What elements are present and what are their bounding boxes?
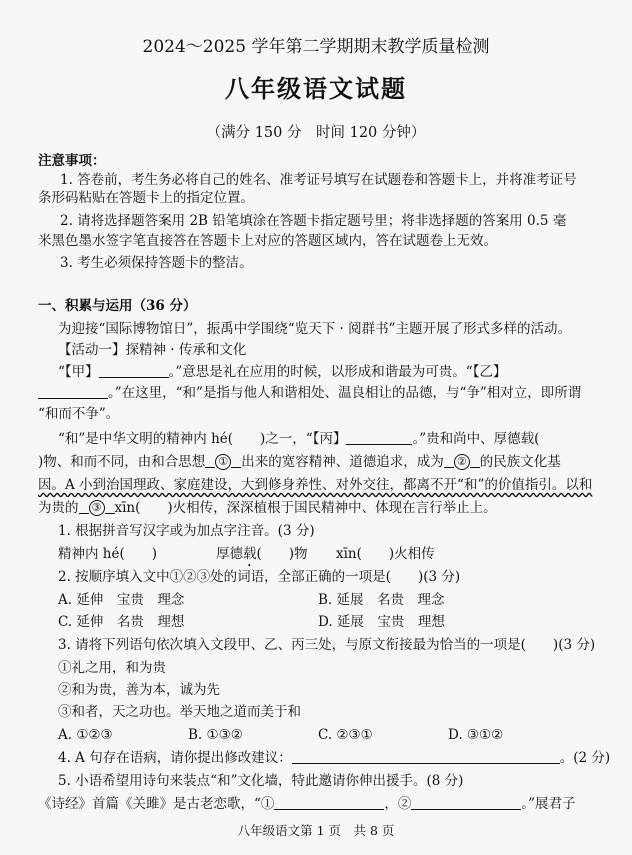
q3-stem: 3. 请将下列语句依次填入文段甲、乙、丙三处，与原文衔接最为恰当的一项是( )(3 分) — [58, 637, 596, 653]
note-1a: 1. 答卷前，考生务必将自己的姓名、准考证号填写在试题卷和答题卡上，并将准考证号 — [60, 172, 577, 188]
passage-line-6 — [38, 476, 592, 494]
passage-line-7: 为贵的 ③ xīn( )火相传，深深植根于国民精神中、体现在言行举止上。 — [38, 500, 497, 516]
score-time: （满分 150 分 时间 120 分钟） — [206, 125, 426, 141]
q1-item-b: 厚德载( )物 — [216, 546, 308, 562]
blank-1-marker: ① — [215, 454, 231, 470]
passage-line-2: 。”在这里，“和”是指与他人和谐相处、温良相让的品德，与“争”相对立，即所谓 — [38, 384, 581, 402]
q2-option-a: A. 延伸 宝贵 理念 — [58, 592, 185, 608]
blank-bing[interactable] — [346, 444, 412, 445]
page-title: 八年级语文试题 — [225, 74, 407, 103]
q2-option-c: C. 延伸 名贵 理想 — [58, 614, 185, 630]
q4-line: 4. A 句存在语病，请你提出修改建议： 。(2 分) — [58, 750, 611, 766]
note-2a: 2. 请将选择题答案用 2B 铅笔填涂在答题卡指定题号里；将非选择题的答案用 0.5 毫 — [60, 213, 567, 229]
blank-2-marker: ② — [454, 454, 470, 470]
sentence-a: 因。A 小到治国理政、家庭建设，大到修身养性、对外交往，都离不开“和”的价值指引。以和 — [38, 477, 593, 493]
exam-name: 2024～2025 学年第二学期期末教学质量检测 — [142, 37, 490, 57]
section-intro: 为迎接“国际博物馆日”，振禹中学围绕“览天下 · 阅群书”主题开展了形式多样的活动。 — [58, 321, 571, 337]
blank-3-marker: ③ — [89, 500, 105, 516]
note-2b: 米黑色墨水签字笔直接答在答题卡上对应的答题区域内，答在试题卷上无效。 — [38, 233, 497, 249]
q3-option-d: D. ③①② — [448, 727, 504, 743]
q3-sentence-1: ①礼之用，和为贵 — [58, 660, 166, 676]
blank-jia[interactable] — [99, 377, 169, 378]
activity-title: 【活动一】探精神 · 传承和文化 — [58, 342, 247, 358]
q3-sentence-2: ②和为贵，善为本，诚为先 — [58, 682, 220, 698]
q3-option-b: B. ①③② — [188, 727, 243, 743]
blank-yi[interactable] — [38, 398, 108, 399]
q5-stem: 5. 小语希望用诗句来装点“和”文化墙，特此邀请你伸出援手。(8 分) — [58, 773, 464, 789]
q3-option-c: C. ②③① — [318, 727, 373, 743]
passage-line-3: “和而不争”。 — [38, 406, 120, 422]
q3-sentence-3: ③和者，天之功也。举天地之道而美于和 — [58, 704, 301, 720]
page-footer: 八年级语文第 1 页 共 8 页 — [237, 823, 395, 838]
passage-line-1: “【甲】 。”意思是礼在应用的时候，以形成和谐最为可贵。“【乙】 — [58, 364, 507, 380]
q1-item-c: xīn( )火相传 — [336, 546, 435, 562]
q1-item-a: 精神内 hé( ) — [58, 546, 158, 562]
q5-blank-1[interactable] — [274, 809, 384, 810]
notes-heading: 注意事项： — [38, 153, 106, 169]
q4-answer-blank[interactable] — [292, 763, 560, 764]
dotted-char: 载 — [243, 546, 257, 562]
q5-blank-2[interactable] — [411, 809, 521, 810]
note-3: 3. 考生必须保持答题卡的整洁。 — [60, 255, 253, 271]
q1-stem: 1. 根据拼音写汉字或为加点字注音。(3 分) — [58, 523, 315, 539]
q5-line: 《诗经》首篇《关雎》是古老恋歌，“① ，② 。”展君子 — [38, 796, 576, 812]
passage-line-5: )物、和而不同，由和合思想 ① 出来的宽容精神、道德追求，成为 ② 的民族文化基 — [38, 454, 561, 470]
section-heading: 一、积累与运用（36 分） — [38, 298, 197, 314]
q2-stem: 2. 按顺序填入文中①②③处的词语，全部正确的一项是( )(3 分) — [58, 569, 461, 585]
q3-option-a: A. ①②③ — [58, 727, 113, 743]
q2-option-b: B. 延展 名贵 理念 — [318, 592, 445, 608]
q2-option-d: D. 延展 宝贵 理想 — [318, 614, 445, 630]
note-1b: 条形码粘贴在答题卡上的指定位置。 — [38, 190, 254, 206]
passage-line-4: “和”是中华文明的精神内 hé( )之一，“【丙】 。”贵和尚中、厚德载( — [58, 431, 540, 447]
